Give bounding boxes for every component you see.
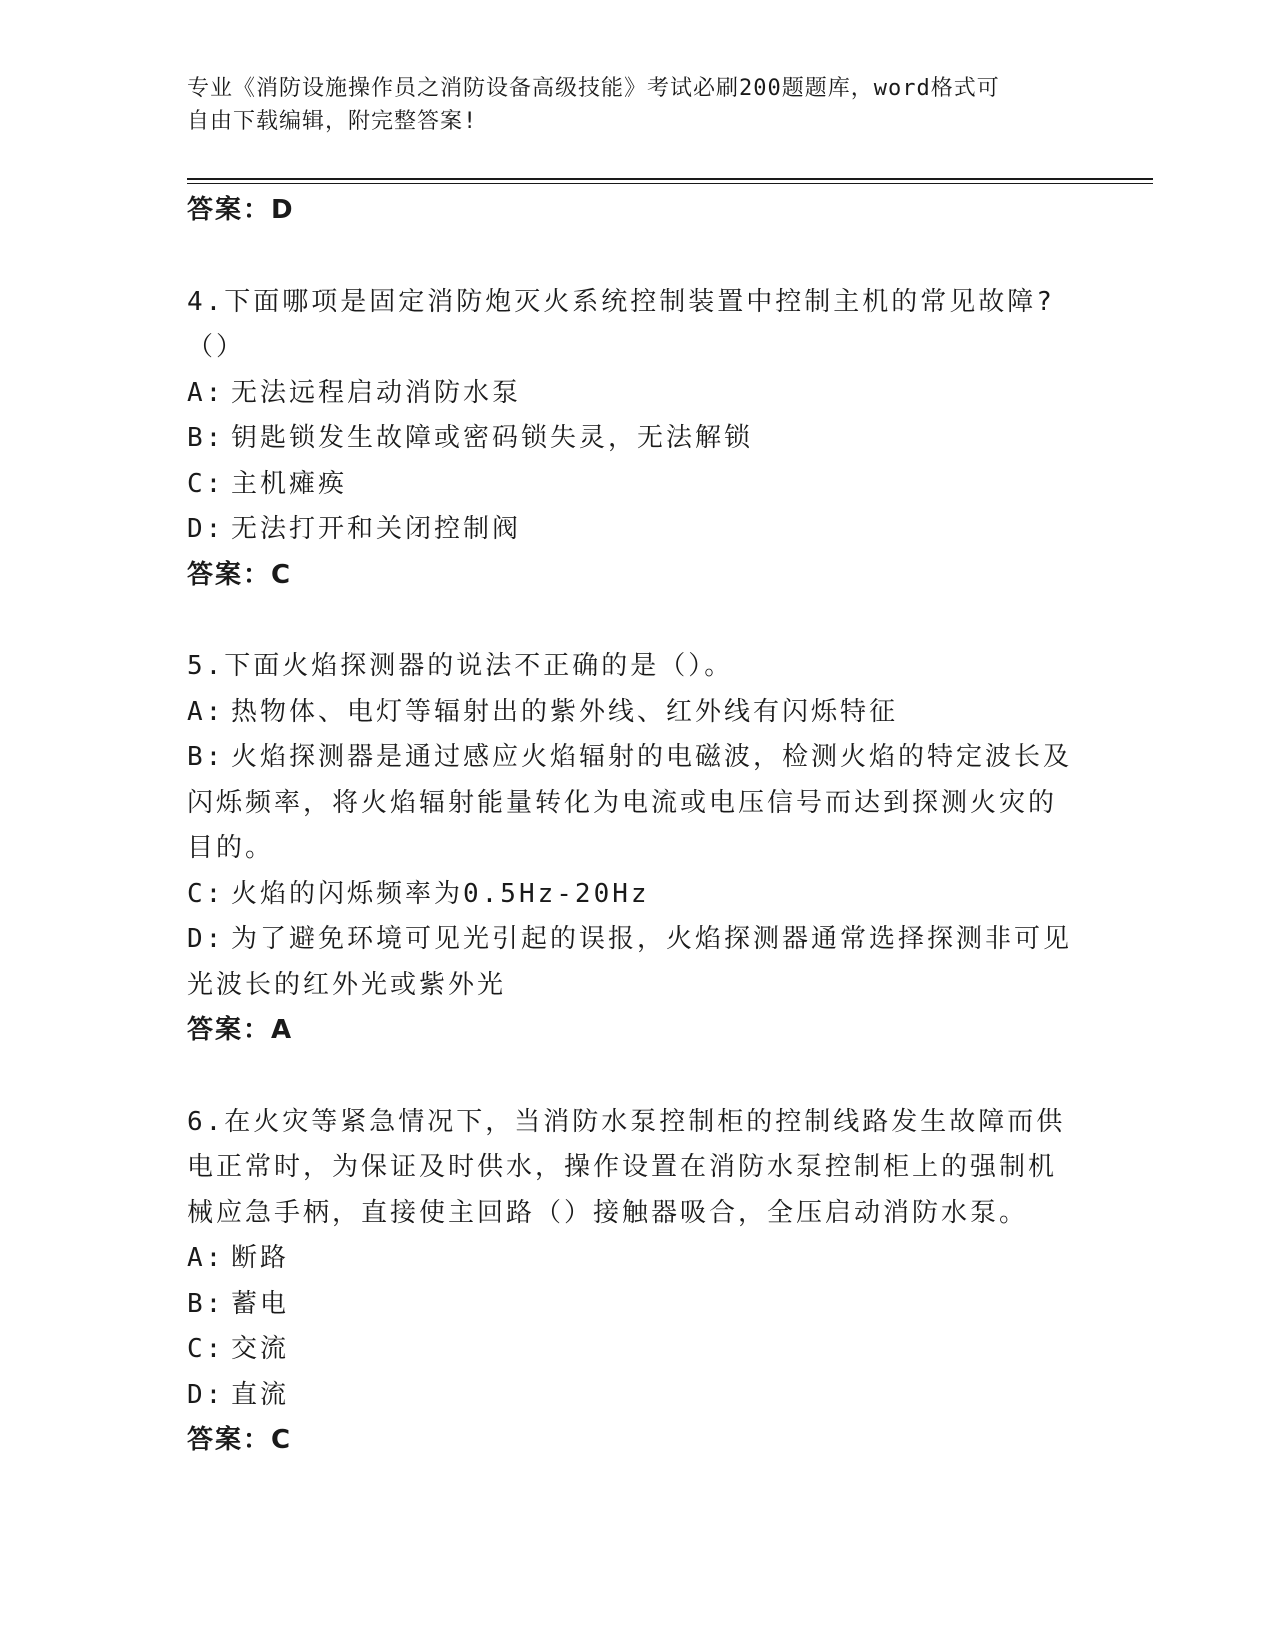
option-letter: B: xyxy=(187,423,225,453)
option-line xyxy=(187,371,1087,417)
option-letter: B: xyxy=(187,1288,225,1319)
answer-value: A xyxy=(271,1015,294,1045)
question-block xyxy=(187,644,1087,1054)
answer-prefix: 答案： xyxy=(187,559,272,590)
answer-line xyxy=(187,1418,1087,1464)
option-line xyxy=(187,1282,1087,1328)
document-header xyxy=(187,72,1087,138)
option-text: 为了避免环境可见光引起的误报，火焰探测器通常选择探测非可见 xyxy=(231,924,1073,954)
option-line xyxy=(187,1236,1087,1282)
question-stem-line: 械应急手柄，直接使主回路（）接触器吸合，全压启动消防水泵。 xyxy=(187,1197,1029,1228)
option-letter: A: xyxy=(187,377,225,408)
option-line xyxy=(187,1327,1087,1373)
option-line xyxy=(187,872,1087,918)
answer-value: C xyxy=(271,559,293,590)
option-letter: C: xyxy=(187,1334,225,1364)
option-letter: A: xyxy=(187,1243,225,1273)
option-line xyxy=(187,1373,1087,1419)
option-text: 无法远程启动消防水泵 xyxy=(231,377,522,408)
option-text: 蓄电 xyxy=(231,1288,290,1319)
option-letter: B: xyxy=(187,742,225,772)
question-list xyxy=(187,188,1087,1464)
option-text: 断路 xyxy=(231,1243,290,1273)
answer-value: C xyxy=(271,1425,293,1455)
option-line: 光波长的红外光或紫外光 xyxy=(187,969,507,1000)
header-line-2: 自由下载编辑，附完整答案! xyxy=(187,109,478,134)
question-spacer xyxy=(187,1054,1087,1100)
option-line xyxy=(187,462,1087,508)
question-block xyxy=(187,1100,1087,1464)
previous-answer xyxy=(187,188,1087,234)
question-stem-line: 电正常时，为保证及时供水，操作设置在消防水泵控制柜上的强制机 xyxy=(187,1152,1058,1182)
answer-prefix: 答案： xyxy=(187,1015,272,1045)
option-text: 火焰探测器是通过感应火焰辐射的电磁波，检测火焰的特定波长及 xyxy=(231,742,1073,772)
answer-value: D xyxy=(271,195,295,225)
option-letter: D: xyxy=(187,1379,225,1410)
question-spacer xyxy=(187,234,1087,280)
option-line xyxy=(187,507,1087,553)
option-text: 无法打开和关闭控制阀 xyxy=(231,514,522,544)
option-line xyxy=(187,690,1087,736)
option-line xyxy=(187,416,1087,462)
question-stem-line: 6.在火灾等紧急情况下，当消防水泵控制柜的控制线路发生故障而供 xyxy=(187,1106,1066,1137)
question-stem-line: （） xyxy=(187,332,246,362)
option-text: 热物体、电灯等辐射出的紫外线、红外线有闪烁特征 xyxy=(231,696,899,727)
question-stem-line: 5.下面火焰探测器的说法不正确的是（）。 xyxy=(187,651,734,681)
header-divider-thick xyxy=(187,178,1153,180)
question-stem-line: 4.下面哪项是固定消防炮灭火系统控制装置中控制主机的常见故障? xyxy=(187,286,1055,317)
option-line xyxy=(187,917,1087,963)
option-letter: C: xyxy=(187,878,225,909)
answer-prefix: 答案： xyxy=(187,195,272,225)
header-divider-thin xyxy=(187,183,1153,184)
option-text: 主机瘫痪 xyxy=(231,468,348,499)
option-letter: A: xyxy=(187,696,225,727)
header-line-1: 专业《消防设施操作员之消防设备高级技能》考试必刷200题题库，word格式可 xyxy=(187,76,1000,101)
option-letter: D: xyxy=(187,514,225,544)
option-line: 目的。 xyxy=(187,833,275,863)
question-spacer xyxy=(187,598,1087,644)
option-text: 火焰的闪烁频率为0.5Hz-20Hz xyxy=(231,878,650,909)
option-letter: D: xyxy=(187,924,225,954)
question-block xyxy=(187,280,1087,599)
option-text: 交流 xyxy=(231,1334,290,1364)
option-line xyxy=(187,735,1087,781)
answer-line xyxy=(187,1008,1087,1054)
option-line: 闪烁频率，将火焰辐射能量转化为电流或电压信号而达到探测火灾的 xyxy=(187,787,1058,818)
option-text: 钥匙锁发生故障或密码锁失灵，无法解锁 xyxy=(231,423,754,453)
answer-line xyxy=(187,553,1087,599)
option-text: 直流 xyxy=(231,1379,290,1410)
option-letter: C: xyxy=(187,468,225,499)
answer-prefix: 答案： xyxy=(187,1425,272,1455)
